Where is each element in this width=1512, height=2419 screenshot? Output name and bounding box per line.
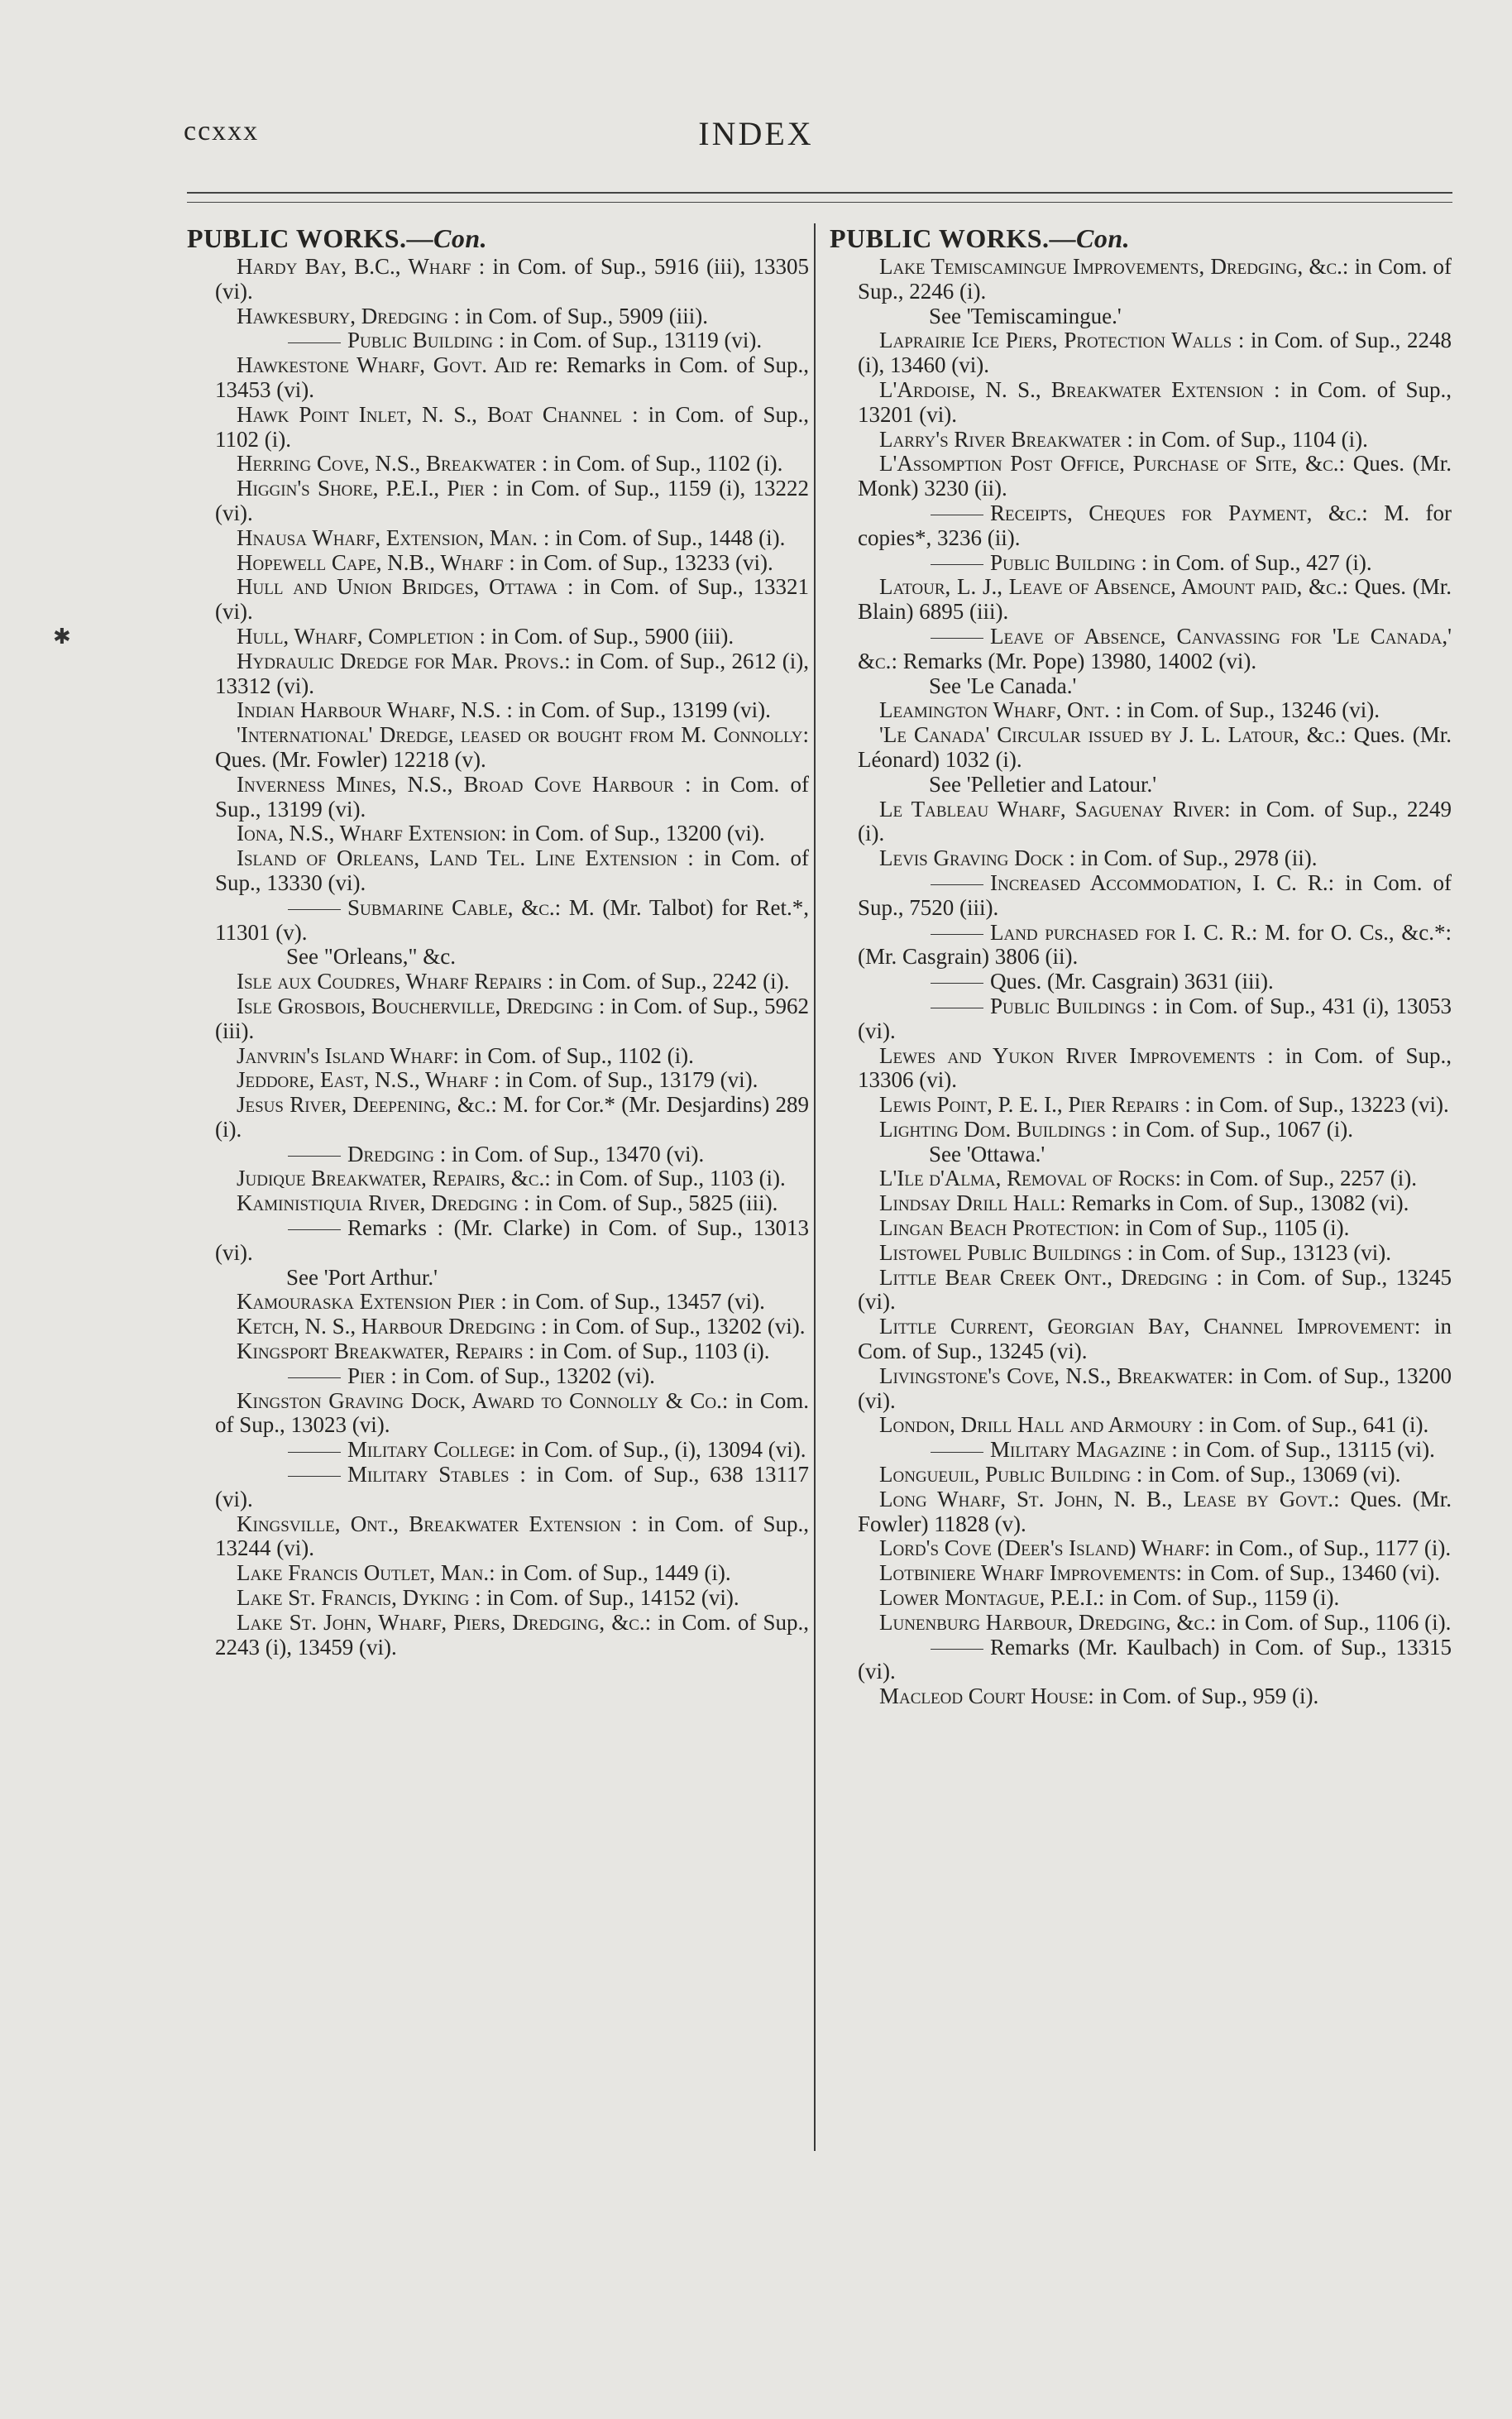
index-entry (830, 1166, 1452, 1191)
index-entries-right (830, 255, 1452, 1709)
entry-references: : in Com. of Sup., 13321 (vi). (215, 574, 809, 625)
entry-references: : in Com. of Sup., 5909 (iii). (447, 303, 709, 328)
entry-references: : in Com. of Sup., 13200 (vi). (858, 1363, 1452, 1413)
index-entry (830, 452, 1452, 501)
entry-heading: Isle aux Coudres, Wharf Repairs (237, 969, 543, 994)
ditto-dash (931, 983, 983, 984)
entry-references: : in Com. of Sup., 13245 (vi). (858, 1314, 1452, 1364)
ditto-dash (931, 884, 983, 885)
entry-references: : in Com. of Sup., 2243 (i), 13459 (vi). (215, 1609, 809, 1660)
entry-references: : in Com. of Sup., 13223 (vi). (1179, 1092, 1449, 1118)
entry-references: : in Com. of Sup., 2242 (i). (542, 969, 790, 994)
index-entry (830, 846, 1452, 871)
entry-references: : in Com of Sup., 1105 (i). (1113, 1215, 1350, 1241)
entry-references: : in Com. of Sup., 959 (i). (1088, 1684, 1319, 1709)
index-entry (830, 1315, 1452, 1364)
header-rule-top (187, 192, 1452, 194)
ditto-dash (288, 1377, 341, 1378)
entry-references: : in Com. of Sup., 1103 (i). (544, 1166, 786, 1191)
index-subentry (830, 501, 1452, 551)
index-entry (187, 773, 809, 822)
page-title: INDEX (698, 115, 814, 152)
index-entry (187, 1512, 809, 1562)
index-entry (830, 1191, 1452, 1216)
entry-heading: Military College (347, 1437, 510, 1463)
entry-references: : in Com. of Sup., 1448 (i). (538, 525, 786, 550)
index-entry (830, 1561, 1452, 1586)
index-subentry (830, 1438, 1452, 1463)
index-entry (187, 1389, 809, 1439)
entry-heading: Lotbiniere Wharf Improvements (879, 1560, 1176, 1586)
index-entry (187, 970, 809, 994)
entry-references: : in Com. of Sup., 1449 (i). (489, 1560, 731, 1586)
index-entry (830, 1266, 1452, 1315)
entry-heading: Military Magazine (990, 1437, 1166, 1463)
index-entry (830, 328, 1452, 378)
entry-heading: L'Ardoise, N. S., Breakwater Extension (879, 376, 1264, 402)
entry-heading: Jesus River, Deepening, &c. (237, 1092, 491, 1118)
entry-references: : Ques. (Mr. Monk) 3230 (ii). (858, 451, 1452, 501)
entry-heading: Pier (347, 1363, 385, 1388)
entry-references: : in Com. of Sup., 13199 (vi). (215, 771, 809, 822)
index-subentry (187, 1364, 809, 1389)
entry-heading: Jeddore, East, N.S., Wharf (237, 1067, 489, 1093)
entry-references: See 'Port Arthur.' (286, 1264, 438, 1290)
index-entry (830, 798, 1452, 847)
entry-references: See 'Ottawa.' (929, 1141, 1045, 1166)
entry-heading: Public Building (990, 549, 1136, 575)
page-number: ccxxx (184, 116, 260, 146)
entry-heading: Isle Grosbois, Boucherville, Dredging (237, 993, 594, 1018)
entry-references: : in Com. of Sup., 2257 (i). (1175, 1166, 1417, 1191)
entry-heading: Little Current, Georgian Bay, Channel Improvement (879, 1314, 1414, 1339)
entry-references: : in Com. of Sup., 638 13117 (vi). (215, 1462, 809, 1511)
entry-heading: Land purchased for I. C. R. (990, 919, 1252, 945)
entry-heading: Kingsport Breakwater, Repairs (237, 1339, 524, 1364)
index-entry (187, 1586, 809, 1611)
index-entry (187, 1290, 809, 1315)
entry-heading: L'Assomption Post Office, Purchase of Site, &c. (879, 451, 1339, 477)
entry-heading: Inverness Mines, N.S., Broad Cove Harbour (237, 771, 674, 797)
index-entry (187, 994, 809, 1044)
entry-references: : in Com. of Sup., 1159 (i), 13222 (vi). (215, 476, 809, 525)
index-entries-left (187, 255, 809, 1660)
entry-heading: Longueuil, Public Building (879, 1462, 1132, 1487)
entry-references: : in Com. of Sup., 13470 (vi). (434, 1141, 705, 1166)
entry-heading: Dredging (347, 1141, 434, 1166)
entry-references: : in Com. of Sup., 1067 (i). (1105, 1116, 1353, 1142)
index-entry (187, 353, 809, 403)
entry-references: : in Com. of Sup., 1102 (i). (215, 401, 809, 452)
entry-heading: Le Tableau Wharf, Saguenay River (879, 796, 1225, 822)
ditto-dash (931, 638, 983, 639)
index-entry (187, 452, 809, 477)
section-heading (830, 222, 1452, 255)
cross-reference (830, 1142, 1452, 1167)
index-entry (187, 403, 809, 453)
entry-heading: Military Stables (347, 1462, 510, 1487)
index-entry (830, 1463, 1452, 1487)
entry-heading: London, Drill Hall and Armoury (879, 1412, 1193, 1438)
index-subentry (830, 625, 1452, 674)
entry-heading: Lingan Beach Protection (879, 1215, 1114, 1241)
entry-references: : in Com. of Sup., 7520 (iii). (858, 869, 1452, 920)
entry-heading: Leave of Absence, Canvassing for 'Le Canada,' &c. (858, 623, 1452, 673)
index-subentry (187, 1438, 809, 1463)
index-entry (187, 1191, 809, 1216)
index-entry (187, 1093, 809, 1142)
index-entry (830, 1044, 1452, 1094)
entry-references: See "Orleans," &c. (286, 944, 456, 970)
entry-heading: Lewes and Yukon River Improvements (879, 1042, 1256, 1068)
entry-references: : in Com. of Sup., 1102 (i). (452, 1042, 694, 1068)
entry-references: Remarks (Mr. Kaulbach) in Com. of Sup., 13315 (vi). (858, 1634, 1452, 1684)
index-subentry (830, 921, 1452, 970)
entry-references: : in Com. of Sup., 13200 (vi). (500, 821, 765, 846)
index-entry (187, 625, 809, 649)
entry-references: : in Com. of Sup., 13306 (vi). (858, 1042, 1452, 1093)
index-entry (187, 1044, 809, 1069)
entry-heading: Receipts, Cheques for Payment, &c. (990, 500, 1362, 525)
index-entry (830, 1216, 1452, 1241)
entry-heading: Lake St. Francis, Dyking (237, 1585, 470, 1611)
index-entry (187, 1166, 809, 1191)
entry-heading: Larry's River Breakwater (879, 426, 1122, 452)
entry-heading: Listowel Public Buildings (879, 1239, 1122, 1265)
index-subentry (187, 328, 809, 353)
section-heading (187, 222, 809, 255)
entry-references: : in Com. of Sup., 641 (i). (1192, 1412, 1429, 1438)
entry-references: : in Com. of Sup., 2249 (i). (858, 796, 1452, 846)
entry-heading: Levis Graving Dock (879, 845, 1064, 871)
entry-heading: Iona, N.S., Wharf Extension (237, 821, 501, 846)
entry-heading: Hawk Point Inlet, N. S., Boat Channel (237, 401, 623, 427)
entry-references: : in Com. of Sup., 13202 (vi). (535, 1314, 806, 1339)
entry-references: : in Com. of Sup., 13201 (vi). (858, 376, 1452, 427)
entry-heading: Macleod Court House (879, 1684, 1089, 1709)
index-entry (187, 698, 809, 723)
entry-references: : in Com. of Sup., 13202 (vi). (385, 1363, 655, 1388)
entry-heading: Hopewell Cape, N.B., Wharf (237, 549, 504, 575)
entry-references: See 'Le Canada.' (929, 673, 1077, 698)
ditto-dash (931, 1649, 983, 1650)
index-subentry (187, 1216, 809, 1266)
entry-heading: Indian Harbour Wharf, N.S. (237, 697, 501, 723)
section-heading-continued: Con. (1076, 223, 1131, 253)
entry-heading: Public Buildings (990, 993, 1146, 1018)
entry-heading: Public Building (347, 328, 493, 353)
entry-references: : in Com. of Sup., 13023 (vi). (215, 1387, 809, 1438)
index-entry (830, 698, 1452, 723)
entry-references: : M. (Mr. Talbot) for Ret.*, 11301 (v). (215, 894, 809, 945)
entry-heading: Ketch, N. S., Harbour Dredging (237, 1314, 536, 1339)
index-entry (187, 477, 809, 526)
index-entry (187, 304, 809, 329)
entry-references: : M. for O. Cs., &c.*: (Mr. Casgrain) 3806 (ii). (858, 919, 1452, 970)
index-entry (830, 1684, 1452, 1709)
entry-references: : in Com. of Sup., 431 (i), 13053 (vi). (858, 993, 1452, 1043)
entry-references: : in Com. of Sup., 2246 (i). (858, 254, 1452, 304)
index-entry (830, 723, 1452, 773)
entry-heading: Hydraulic Dredge for Mar. Provs. (237, 648, 565, 673)
entry-references: : in Com. of Sup., 1104 (i). (1121, 426, 1368, 452)
index-entry (187, 1339, 809, 1364)
entry-references: : in Com. of Sup., 1103 (i). (523, 1339, 770, 1364)
entry-heading: Lunenburg Harbour, Dredging, &c. (879, 1609, 1210, 1635)
entry-references: Ques. (Mr. Casgrain) 3631 (iii). (990, 969, 1274, 994)
entry-heading: Hull, Wharf, Completion (237, 623, 474, 649)
index-entry (830, 1586, 1452, 1611)
entry-references: : in Com. of Sup., 13330 (vi). (215, 845, 809, 895)
index-entry (830, 1364, 1452, 1414)
ditto-dash (288, 1476, 341, 1477)
entry-references: : Ques. (Mr. Blain) 6895 (iii). (858, 574, 1452, 625)
entry-heading: Lake Francis Outlet, Man. (237, 1560, 490, 1586)
section-heading-continued: Con. (433, 223, 488, 253)
index-subentry (830, 1636, 1452, 1685)
ink-blot-mark: ✱ (53, 625, 71, 649)
entry-heading: Lake Temiscamingue Improvements, Dredging, &c. (879, 254, 1342, 279)
entry-references: Remarks : (Mr. Clarke) in Com. of Sup., 13013 (vi). (215, 1215, 809, 1265)
entry-references: : in Com. of Sup., 5916 (iii), 13305 (vi). (215, 254, 809, 304)
header-rule-bottom (187, 202, 1452, 203)
entry-references: : in Com. of Sup., 13199 (vi). (500, 697, 771, 723)
entry-references: : Remarks (Mr. Pope) 13980, 14002 (vi). (891, 648, 1257, 673)
entry-heading: Lake St. John, Wharf, Piers, Dredging, &c. (237, 1609, 645, 1635)
entry-references: re: Remarks in Com. of Sup., 13453 (vi). (215, 352, 809, 402)
ditto-dash (288, 1156, 341, 1157)
entry-references: : in Com. of Sup., 13246 (vi). (1109, 697, 1380, 723)
index-subentry (830, 551, 1452, 576)
index-entry (187, 551, 809, 576)
entry-references: See 'Pelletier and Latour.' (929, 771, 1157, 797)
entry-references: : in Com. of Sup., 14152 (vi). (469, 1585, 739, 1611)
entry-references: : Remarks in Com. of Sup., 13082 (vi). (1060, 1190, 1409, 1216)
entry-heading: Island of Orleans, Land Tel. Line Extension (237, 845, 678, 871)
entry-references: : Ques. (Mr. Fowler) 11828 (v). (858, 1486, 1452, 1536)
cross-reference (830, 674, 1452, 699)
index-entry (187, 1315, 809, 1339)
entry-heading: Lower Montague, P.E.I. (879, 1585, 1098, 1611)
entry-references: : in Com., of Sup., 1177 (i). (1203, 1535, 1452, 1561)
entry-references: : in Com. of Sup., 5900 (iii). (473, 623, 734, 649)
entry-heading: Higgin's Shore, P.E.I., Pier (237, 476, 485, 501)
index-entry (187, 1611, 809, 1660)
index-entry (830, 575, 1452, 625)
ditto-dash (931, 934, 983, 935)
entry-heading: Janvrin's Island Wharf (237, 1042, 453, 1068)
entry-heading: Lindsay Drill Hall (879, 1190, 1060, 1216)
entry-heading: Long Wharf, St. John, N. B., Lease by Govt. (879, 1486, 1334, 1511)
index-entry (187, 575, 809, 625)
entry-references: : in Com. of Sup., 13115 (vi). (1165, 1437, 1435, 1463)
entry-heading: Hawkesbury, Dredging (237, 303, 448, 328)
index-subentry (830, 871, 1452, 921)
entry-heading: Hawkestone Wharf, Govt. Aid (237, 352, 527, 378)
entry-heading: Judique Breakwater, Repairs, &c. (237, 1166, 545, 1191)
entry-references: : in Com. of Sup., 13245 (vi). (858, 1264, 1452, 1315)
index-entry (830, 378, 1452, 428)
entry-heading: 'Le Canada' Circular issued by J. L. Latour, &c. (879, 722, 1341, 748)
index-subentry (830, 970, 1452, 994)
entry-heading: Livingstone's Cove, N.S., Breakwater (879, 1363, 1227, 1388)
entry-references: : in Com. of Sup., 427 (i). (1135, 549, 1372, 575)
entry-heading: Lewis Point, P. E. I., Pier Repairs (879, 1092, 1179, 1118)
index-entry (187, 1561, 809, 1586)
entry-heading: Kingston Graving Dock, Award to Connolly & Co. (237, 1387, 722, 1413)
entry-heading: L'Ile d'Alma, Removal of Rocks (879, 1166, 1175, 1191)
entry-references: : in Com. of Sup., 2248 (i), 13460 (vi). (858, 328, 1452, 378)
index-entry (187, 846, 809, 896)
entry-heading: Leamington Wharf, Ont. (879, 697, 1110, 723)
entry-heading: Kaministiquia River, Dredging (237, 1190, 519, 1216)
entry-references: : in Com. of Sup., 1106 (i). (1209, 1609, 1452, 1635)
index-subentry (187, 1463, 809, 1512)
entry-heading: Hnausa Wharf, Extension, Man. (237, 525, 538, 550)
ditto-dash (288, 1229, 341, 1230)
index-column-left (187, 222, 809, 1660)
index-entry (830, 1093, 1452, 1118)
entry-references: : in Com. of Sup., 2612 (i), 13312 (vi). (215, 648, 809, 698)
index-entry (830, 255, 1452, 304)
entry-heading: Herring Cove, N.S., Breakwater (237, 451, 537, 477)
ditto-dash (931, 564, 983, 565)
entry-heading: Hardy Bay, B.C., Wharf (237, 254, 471, 279)
ditto-dash (288, 909, 341, 910)
entry-references: : in Com. of Sup., 1159 (i). (1098, 1585, 1340, 1611)
entry-heading: Laprairie Ice Piers, Protection Walls (879, 328, 1232, 353)
index-subentry (187, 896, 809, 946)
entry-references: : Ques. (Mr. Fowler) 12218 (v). (215, 722, 809, 772)
entry-heading: Lord's Cove (Deer's Island) Wharf (879, 1535, 1204, 1561)
column-divider (814, 223, 816, 2151)
entry-references: : in Com. of Sup., 13457 (vi). (495, 1289, 765, 1315)
entry-references: : in Com. of Sup., 1102 (i). (536, 451, 783, 477)
entry-references: : M. for Cor.* (Mr. Desjardins) 289 (i). (215, 1092, 809, 1142)
index-entry (187, 1068, 809, 1093)
index-entry (830, 1118, 1452, 1142)
index-subentry (830, 994, 1452, 1044)
index-entry (830, 428, 1452, 453)
index-entry (187, 526, 809, 551)
entry-references: : in Com. of Sup., 5962 (iii). (215, 993, 809, 1043)
index-entry (187, 822, 809, 846)
entry-heading: Lighting Dom. Buildings (879, 1116, 1106, 1142)
entry-references: : in Com. of Sup., 13179 (vi). (488, 1067, 758, 1093)
index-entry (830, 1413, 1452, 1438)
entry-heading: Latour, L. J., Leave of Absence, Amount paid, &c. (879, 574, 1342, 600)
index-entry (830, 1241, 1452, 1266)
index-entry (187, 255, 809, 304)
entry-heading: 'International' Dredge, leased or bought from M. Connolly (237, 722, 803, 748)
index-entry (830, 1487, 1452, 1537)
entry-references: : in Com. of Sup., 2978 (ii). (1063, 845, 1318, 871)
index-entry (187, 723, 809, 773)
entry-heading: Hull and Union Bridges, Ottawa (237, 574, 558, 600)
entry-references: : in Com. of Sup., 13123 (vi). (1121, 1239, 1392, 1265)
ditto-dash (288, 1452, 341, 1453)
ditto-dash (288, 342, 341, 343)
entry-references: : in Com. of Sup., (i), 13094 (vi). (510, 1437, 806, 1463)
entry-heading: Kingsville, Ont., Breakwater Extension (237, 1511, 622, 1536)
entry-references: : in Com. of Sup., 13069 (vi). (1131, 1462, 1401, 1487)
entry-heading: Little Bear Creek Ont., Dredging (879, 1264, 1208, 1290)
index-entry (187, 649, 809, 699)
cross-reference (830, 304, 1452, 329)
index-entry (830, 1611, 1452, 1636)
index-entry (830, 1536, 1452, 1561)
entry-references: : in Com. of Sup., 13233 (vi). (503, 549, 773, 575)
entry-heading: Increased Accommodation, I. C. R. (990, 869, 1328, 895)
cross-reference (187, 1266, 809, 1291)
entry-references: : in Com. of Sup., 13460 (vi). (1175, 1560, 1441, 1586)
entry-references: : in Com. of Sup., 5825 (iii). (518, 1190, 778, 1216)
entry-heading: Submarine Cable, &c. (347, 894, 555, 920)
index-subentry (187, 1142, 809, 1167)
entry-references: : in Com. of Sup., 13119 (vi). (492, 328, 763, 353)
section-heading-main: PUBLIC WORKS.— (187, 223, 434, 253)
section-heading-main: PUBLIC WORKS.— (830, 223, 1077, 253)
entry-references: : in Com. of Sup., 13244 (vi). (215, 1511, 809, 1561)
cross-reference (187, 945, 809, 970)
index-column-right (830, 222, 1452, 1709)
entry-references: : M. for copies*, 3236 (ii). (858, 500, 1452, 550)
ditto-dash (931, 1452, 983, 1453)
cross-reference (830, 773, 1452, 798)
entry-references: : Ques. (Mr. Léonard) 1032 (i). (858, 722, 1452, 772)
entry-references: See 'Temiscamingue.' (929, 303, 1122, 328)
entry-heading: Kamouraska Extension Pier (237, 1289, 495, 1315)
